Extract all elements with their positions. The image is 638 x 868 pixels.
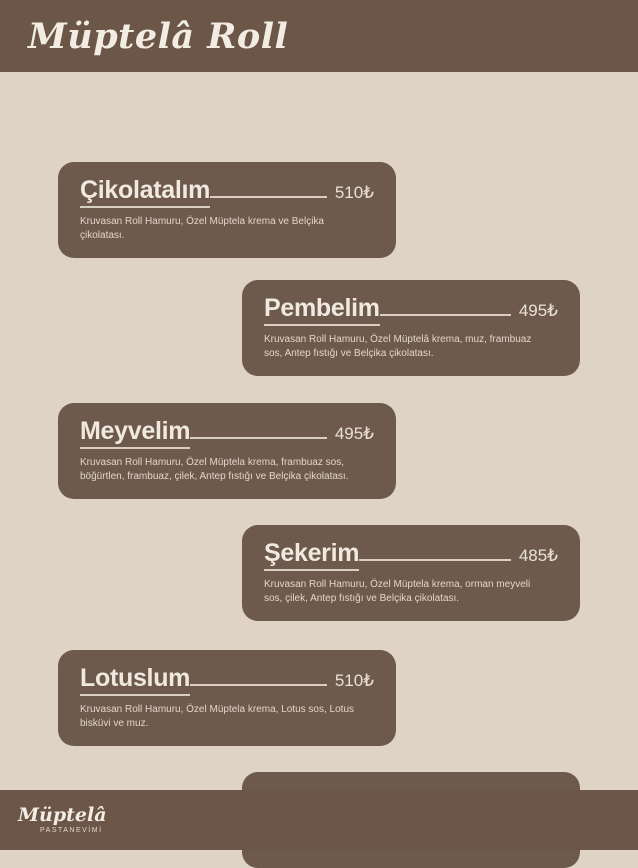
menu-item-header xyxy=(80,417,374,449)
menu-item-name: Pembelim xyxy=(264,294,380,326)
menu-item-name: Şekerim xyxy=(264,539,359,571)
menu-item-description: Kruvasan Roll Hamuru, Özel Müptela krema, Lotus sos, Lotus bisküvi ve muz. xyxy=(80,704,355,729)
menu-item-description: Kruvasan Roll Hamuru, Özel Müptela krema ve Belçika çikolatası. xyxy=(80,216,324,241)
menu-item-card[interactable] xyxy=(58,650,396,746)
menu-item-card[interactable] xyxy=(58,403,396,499)
page-footer xyxy=(0,790,638,850)
menu-item-header xyxy=(80,664,374,696)
footer-logo-sub: PASTANEVİMİ xyxy=(40,827,103,834)
leader-line xyxy=(190,425,327,439)
leader-line xyxy=(210,184,327,198)
menu-item-name: Meyvelim xyxy=(80,417,190,449)
menu-item-description: Kruvasan Roll Hamuru, Özel Müptelâ krema, muz, frambuaz sos, Antep fıstığı ve Belçika çikolatası. xyxy=(264,334,532,359)
menu-item-card[interactable] xyxy=(242,280,580,376)
menu-list xyxy=(0,72,638,784)
menu-item-name: Lotuslum xyxy=(80,664,190,696)
menu-item-price: 510₺ xyxy=(334,183,374,202)
menu-item-price: 495₺ xyxy=(334,424,374,443)
footer-logo xyxy=(18,806,107,834)
menu-item-header xyxy=(264,294,558,326)
menu-item-description: Kruvasan Roll Hamuru, Özel Müptela krema, frambuaz sos, böğürtlen, frambuaz, çilek, Antep fıstığı ve Belçika çikolatası. xyxy=(80,457,349,482)
menu-item-price: 510₺ xyxy=(334,671,374,690)
menu-item-description: Kruvasan Roll Hamuru, Özel Müptela krema, orman meyveli sos, çilek, Antep fıstığı ve Belçika çikolatası. xyxy=(264,579,531,604)
menu-item-price: 485₺ xyxy=(518,546,558,565)
menu-item-card[interactable] xyxy=(58,162,396,258)
menu-item-name: Çikolatalım xyxy=(80,176,210,208)
footer-logo-main: Müptelâ xyxy=(18,804,107,826)
page-header xyxy=(0,0,638,72)
menu-item-price: 495₺ xyxy=(518,301,558,320)
menu-item-header xyxy=(264,539,558,571)
menu-item-card[interactable] xyxy=(242,525,580,621)
menu-item-header xyxy=(80,176,374,208)
leader-line xyxy=(190,672,327,686)
leader-line xyxy=(380,302,511,316)
brand-title: Müptelâ Roll xyxy=(28,15,289,57)
leader-line xyxy=(359,547,511,561)
